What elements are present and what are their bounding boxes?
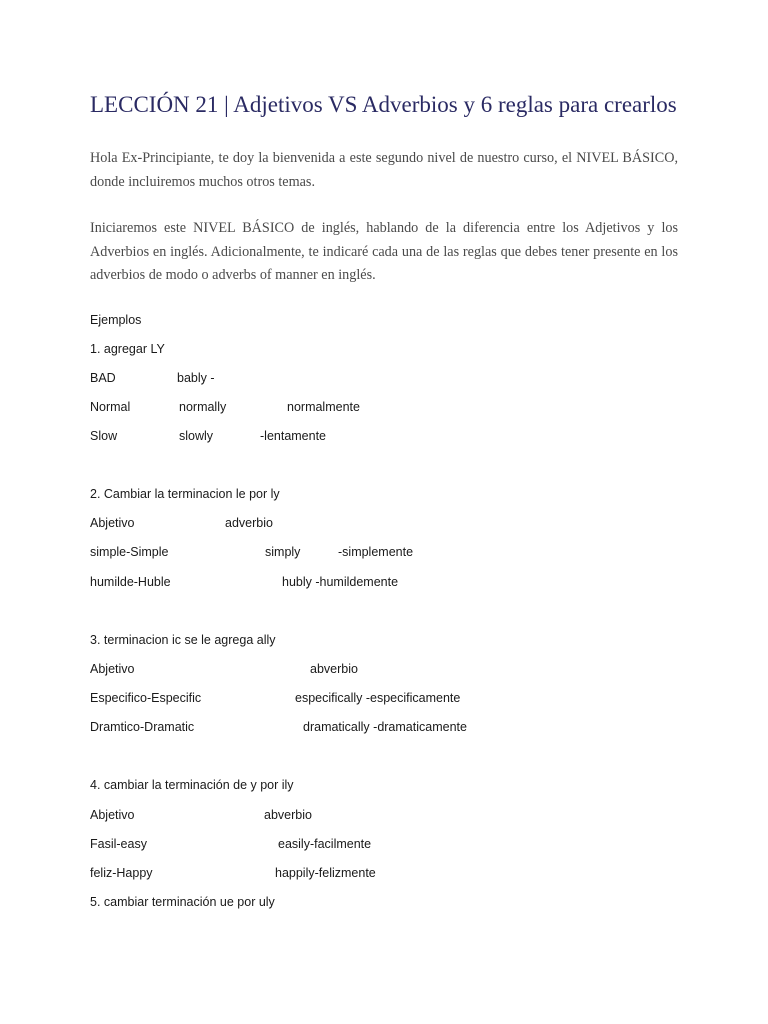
rule-5-heading-text: 5. cambiar terminación ue por uly bbox=[90, 895, 275, 909]
intro-paragraph: Hola Ex-Principiante, te doy la bienvenida a este segundo nivel de nuestro curso, el NIVEL BÁSICO, donde incluiremos muchos otros temas. bbox=[90, 150, 678, 190]
rule-2-heading-text: 2. Cambiar la terminacion le por ly bbox=[90, 487, 280, 501]
adjective-cell: Fasil-easy bbox=[90, 837, 147, 851]
adverb-cell: dramatically -dramaticamente bbox=[303, 720, 467, 734]
adverb-cell: hubly -humildemente bbox=[282, 575, 399, 589]
adverb-cell: normally bbox=[179, 400, 227, 414]
adjective-cell: Dramtico-Dramatic bbox=[90, 720, 195, 734]
adverb-cell: adverbio bbox=[225, 516, 273, 530]
adverb-cell: abverbio bbox=[264, 808, 312, 822]
adjective-cell: feliz-Happy bbox=[90, 866, 153, 880]
rule-1-heading-text: 1. agregar LY bbox=[90, 342, 165, 356]
overview-paragraph: Iniciaremos este NIVEL BÁSICO de inglés, hablando de la diferencia entre los Adjetivos y los Adverbios en inglés. Adicionalmente, te indicaré cada una de las reglas que debes tener presente en los adverbios de modo o adverbs of manner en inglés. bbox=[90, 220, 678, 283]
adverb-cell: especifically -especificamente bbox=[295, 691, 461, 705]
adjective-cell: Abjetivo bbox=[90, 662, 135, 676]
translation-cell: normalmente bbox=[287, 400, 360, 414]
adverb-cell: happily-felizmente bbox=[275, 866, 376, 880]
adverb-cell: bably - bbox=[177, 371, 215, 385]
adverb-cell: easily-facilmente bbox=[278, 837, 372, 851]
adjective-cell: Slow bbox=[90, 429, 118, 443]
adjective-cell: BAD bbox=[90, 371, 116, 385]
adjective-cell: simple-Simple bbox=[90, 545, 169, 559]
translation-cell: -simplemente bbox=[338, 545, 414, 559]
rule-4-heading-text: 4. cambiar la terminación de y por ily bbox=[90, 778, 294, 792]
adverb-cell: slowly bbox=[179, 429, 214, 443]
adjective-cell: Abjetivo bbox=[90, 516, 135, 530]
adjective-cell: Abjetivo bbox=[90, 808, 135, 822]
adjective-cell: Normal bbox=[90, 400, 131, 414]
examples-heading-text: Ejemplos bbox=[90, 313, 142, 327]
adverb-cell: abverbio bbox=[310, 662, 358, 676]
adjective-cell: humilde-Huble bbox=[90, 575, 171, 589]
translation-cell: -lentamente bbox=[260, 429, 327, 443]
lesson-title: LECCIÓN 21 | Adjetivos VS Adverbios y 6 reglas para crearlos bbox=[90, 92, 677, 117]
rule-3-heading-text: 3. terminacion ic se le agrega ally bbox=[90, 633, 276, 647]
adverb-cell: simply bbox=[265, 545, 301, 559]
adjective-cell: Especifico-Especific bbox=[90, 691, 202, 705]
